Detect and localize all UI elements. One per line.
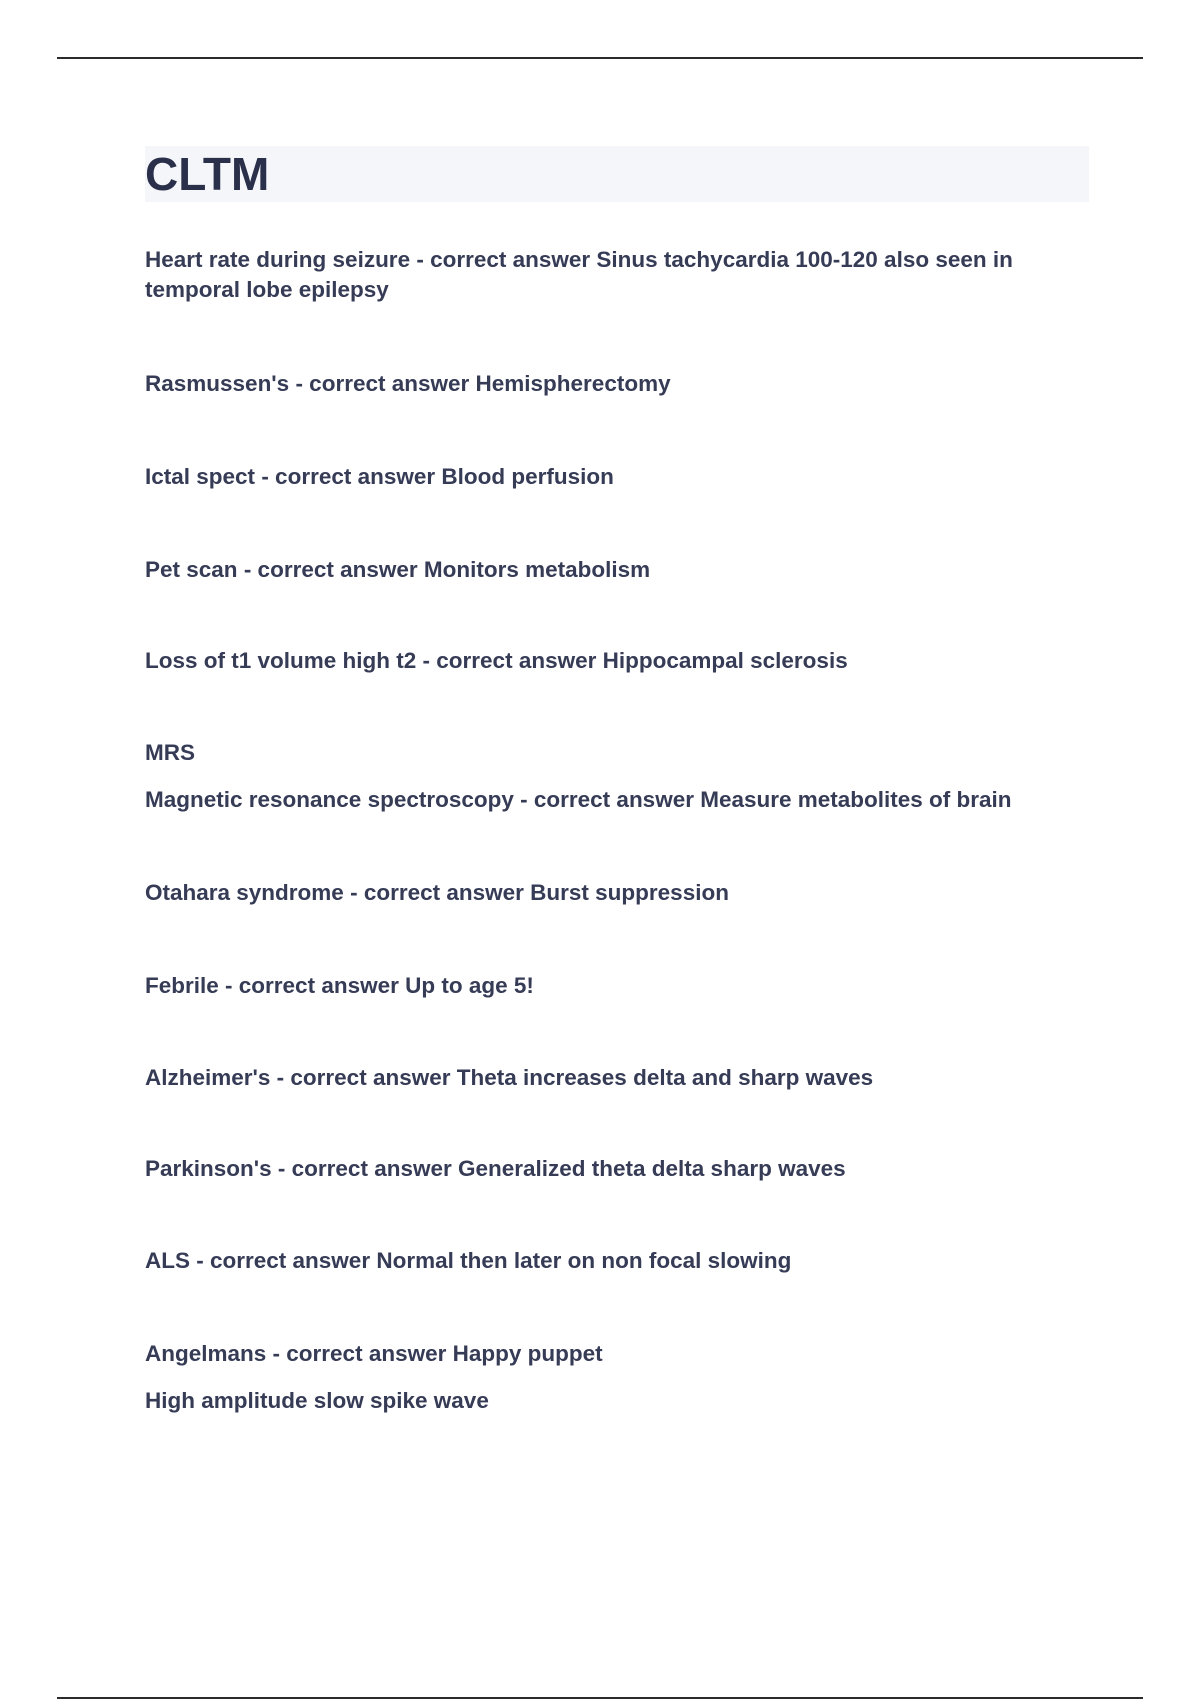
flashcard-text (145, 785, 1089, 815)
flashcard-term: Parkinson's (145, 1156, 272, 1181)
flashcard-answer: Blood perfusion (441, 464, 614, 489)
flashcard-6 (145, 878, 1089, 908)
flashcard-9 (145, 1154, 1089, 1184)
flashcard-answer: Up to age 5! (405, 973, 534, 998)
top-divider (57, 57, 1143, 59)
flashcard-answer: Generalized theta delta sharp waves (457, 1156, 846, 1181)
flashcard-0 (145, 245, 1089, 305)
title-banner (145, 146, 1089, 202)
flashcard-1 (145, 369, 1089, 399)
flashcard-10 (145, 1246, 1089, 1276)
flashcard-4 (145, 646, 1089, 676)
flashcard-text (145, 1339, 1089, 1369)
flashcard-answer: Hemispherectomy (475, 371, 671, 396)
flashcard-separator: - correct answer (266, 1341, 453, 1366)
flashcard-separator: - correct answer (237, 557, 424, 582)
flashcard-11 (145, 1339, 1089, 1416)
flashcard-separator: - correct answer (513, 787, 701, 812)
flashcard-separator: - correct answer (218, 973, 406, 998)
flashcard-term: Pet scan (145, 557, 238, 582)
flashcard-answer: Measure metabolites of brain (700, 787, 1012, 812)
bottom-divider (57, 1697, 1143, 1699)
flashcard-term: Angelmans (145, 1341, 267, 1366)
flashcard-separator: - correct answer (416, 648, 603, 673)
flashcard-8 (145, 1063, 1089, 1093)
flashcard-term: Loss of t1 volume high t2 (145, 648, 417, 673)
flashcard-answer-continued: High amplitude slow spike wave (145, 1388, 489, 1413)
flashcard-separator: - correct answer (410, 247, 597, 272)
flashcard-answer: Theta increases delta and sharp waves (456, 1065, 874, 1090)
flashcard-answer: Sinus tachycardia 100-120 also seen in temporal lobe epilepsy (145, 247, 1013, 302)
flashcard-term: Magnetic resonance spectroscopy (145, 787, 514, 812)
flashcard-separator: - correct answer (255, 464, 442, 489)
flashcard-separator: - correct answer (190, 1248, 377, 1273)
flashcard-term: Alzheimer's (145, 1065, 271, 1090)
flashcard-term: Rasmussen's (145, 371, 290, 396)
flashcard-3 (145, 555, 1089, 585)
flashcard-separator: - correct answer (289, 371, 476, 396)
flashcard-term: Heart rate during seizure (145, 247, 411, 272)
flashcard-term: Febrile (145, 973, 219, 998)
flashcard-abbreviation: MRS (145, 740, 195, 765)
flashcard-5 (145, 738, 1089, 815)
flashcard-separator: - correct answer (270, 1065, 457, 1090)
flashcard-2 (145, 462, 1089, 492)
document-title: CLTM (145, 148, 270, 200)
flashcard-answer: Normal then later on non focal slowing (376, 1248, 792, 1273)
flashcard-answer: Happy puppet (452, 1341, 603, 1366)
flashcard-separator: - correct answer (271, 1156, 458, 1181)
flashcard-term: Otahara syndrome (145, 880, 344, 905)
flashcard-answer: Hippocampal sclerosis (602, 648, 848, 673)
flashcard-answer: Monitors metabolism (423, 557, 651, 582)
flashcard-answer: Burst suppression (530, 880, 729, 905)
flashcard-term: Ictal spect (145, 464, 256, 489)
flashcard-term: ALS (145, 1248, 190, 1273)
flashcard-separator: - correct answer (343, 880, 531, 905)
flashcard-text (145, 247, 1013, 302)
flashcard-7 (145, 971, 1089, 1001)
